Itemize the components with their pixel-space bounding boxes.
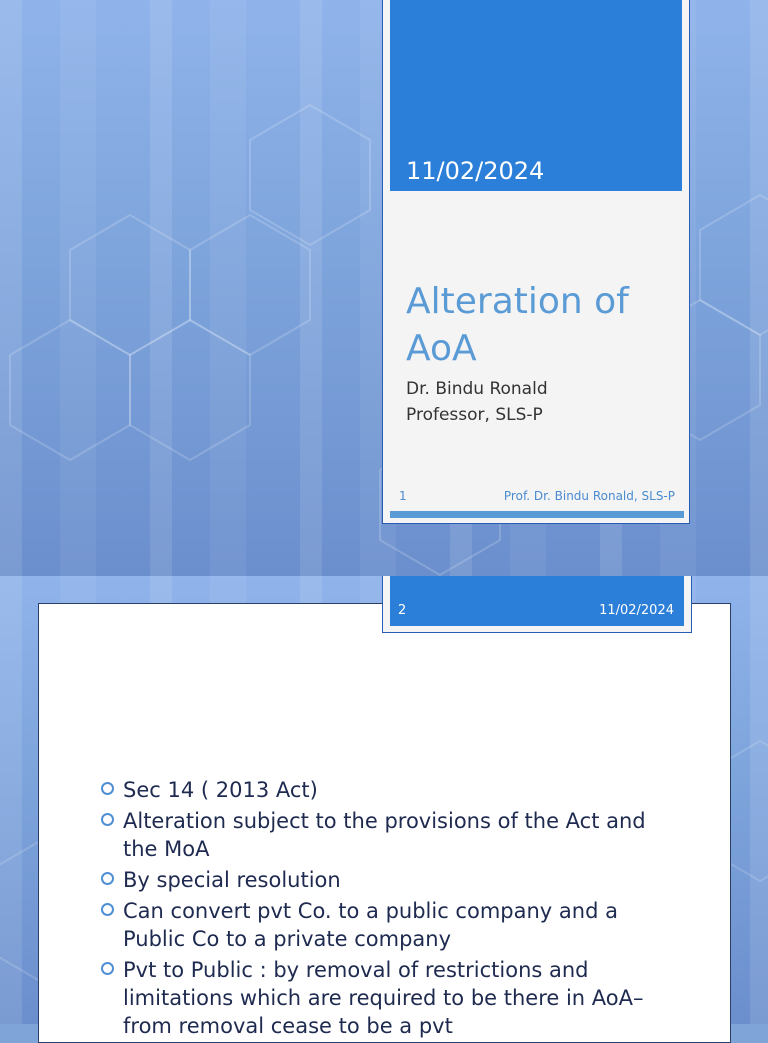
slide-date: 11/02/2024 [406,157,545,185]
bullet-item: Alteration subject to the provisions of the Act and the MoA [100,807,660,863]
title-card [382,0,690,524]
slide-2 [0,576,768,1038]
accent-bar [390,511,684,518]
bullet-circle-icon [101,872,114,885]
presenter-role: Professor, SLS-P [406,405,543,425]
title-card-header [390,0,682,191]
slide-number: 2 [398,603,407,618]
slide-subtitle [406,376,548,428]
bullet-circle-icon [101,813,114,826]
bullet-circle-icon [101,903,114,916]
bullet-item: By special resolution [100,866,660,894]
slide-2-header [390,576,684,626]
slide-2-header-card [382,576,692,633]
bullet-circle-icon [101,782,114,795]
bullet-list [100,776,660,1043]
slide-title: Alteration of AoA [406,281,629,369]
bullet-circle-icon [101,962,114,975]
bullet-item: Sec 14 ( 2013 Act) [100,776,660,804]
slide-date: 11/02/2024 [599,603,674,618]
bullet-item: Pvt to Public : by removal of restrictions and limitations which are required to be there in AoA– from removal cease to be a pvt [100,956,660,1040]
bullet-item: Can convert pvt Co. to a public company and a Public Co to a private company [100,897,660,953]
presenter-name: Dr. Bindu Ronald [406,379,548,399]
footer-author: Prof. Dr. Bindu Ronald, SLS-P [503,489,675,503]
slide-number: 1 [399,489,407,503]
